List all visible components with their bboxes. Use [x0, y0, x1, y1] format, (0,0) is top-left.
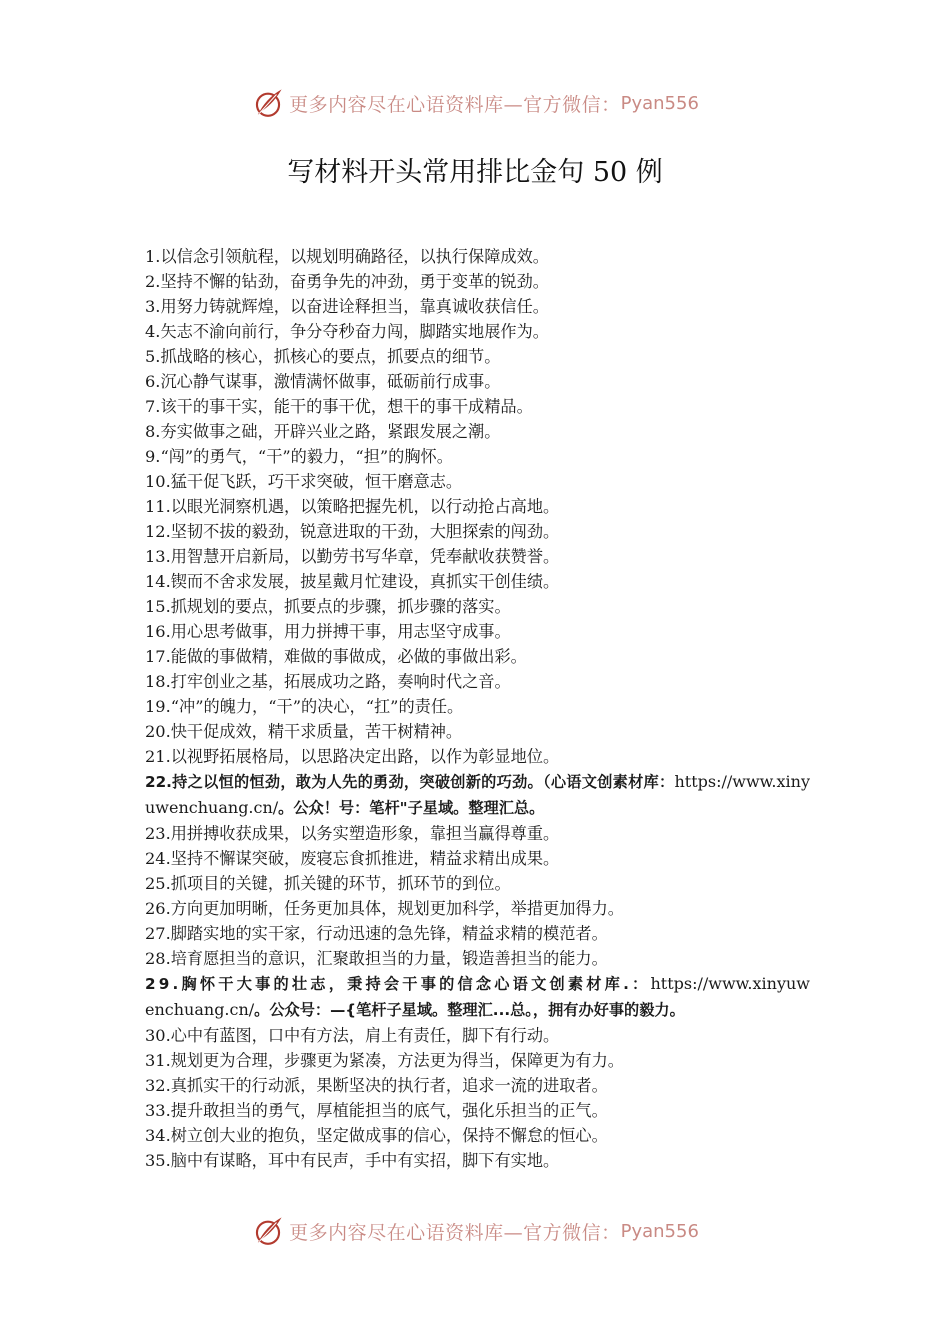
- list-item: 11.以眼光洞察机遇，以策略把握先机，以行动抢占高地。: [145, 497, 560, 516]
- list-item: 19.“冲”的魄力，“干”的决心，“扛”的责任。: [145, 697, 464, 716]
- list-item: 4.矢志不渝向前行，争分夺秒奋力闯，脚踏实地展作为。: [145, 322, 549, 341]
- banner-text: 更多内容尽在心语资料库—官方微信：: [289, 1221, 621, 1244]
- list-item: 14.锲而不舍求发展，披星戴月忙建设，真抓实干创佳绩。: [145, 572, 560, 591]
- list-item-watermarked: [145, 769, 810, 821]
- feather-pen-logo-icon: [251, 1214, 285, 1248]
- list-item: 13.用智慧开启新局，以勤劳书写华章，凭奉献收获赞誉。: [145, 547, 560, 566]
- list-item: 18.打牢创业之基，拓展成功之路，奏响时代之音。: [145, 672, 511, 691]
- list-item: 15.抓规划的要点，抓要点的步骤，抓步骤的落实。: [145, 597, 511, 616]
- list-item: 25.抓项目的关键，抓关键的环节，抓环节的到位。: [145, 874, 511, 893]
- banner-wechat-id: Pyan556: [620, 92, 699, 114]
- list-item: 12.坚韧不拔的毅劲，锐意进取的干劲，大胆探索的闯劲。: [145, 522, 560, 541]
- source-link[interactable]: https://www.xinyuwenchuang.cn/: [145, 974, 810, 1019]
- list-item-watermarked: [145, 971, 810, 1023]
- source-link[interactable]: https://www.xinyuwenchuang.cn/: [145, 772, 810, 817]
- list-item: 27.脚踏实地的实干家，行动迅速的急先锋，精益求精的模范者。: [145, 924, 608, 943]
- list-item: 34.树立创大业的抱负，坚定做成事的信心，保持不懈怠的恒心。: [145, 1126, 608, 1145]
- list-item: 6.沉心静气谋事，激情满怀做事，砥砺前行成事。: [145, 372, 501, 391]
- list-item: 9.“闯”的勇气，“干”的毅力，“担”的胸怀。: [145, 447, 453, 466]
- list-item: 16.用心思考做事，用力拼搏干事，用志坚守成事。: [145, 622, 511, 641]
- list-item: 26.方向更加明晰，任务更加具体，规划更加科学，举措更加得力。: [145, 899, 624, 918]
- list-item: 2.坚持不懈的钻劲，奋勇争先的冲劲，勇于变革的锐劲。: [145, 272, 549, 291]
- phrase-list: [145, 244, 810, 1173]
- list-item: 28.培育愿担当的意识，汇聚敢担当的力量，锻造善担当的能力。: [145, 949, 608, 968]
- list-item: 35.脑中有谋略，耳中有民声，手中有实招，脚下有实地。: [145, 1151, 560, 1170]
- item-tail: 。公众！号：笔杆"子星域。整理汇总。: [278, 799, 545, 817]
- header-banner: [0, 83, 950, 123]
- list-item: 7.该干的事干实，能干的事干优，想干的事干成精品。: [145, 397, 533, 416]
- banner-text: 更多内容尽在心语资料库—官方微信：: [289, 93, 621, 116]
- list-item: 21.以视野拓展格局，以思路决定出路，以作为彰显地位。: [145, 747, 560, 766]
- list-item: 33.提升敢担当的勇气，厚植能担当的底气，强化乐担当的正气。: [145, 1101, 608, 1120]
- list-item: 20.快干促成效，精干求质量，苦干树精神。: [145, 722, 463, 741]
- list-item: 3.用努力铸就辉煌，以奋进诠释担当，靠真诚收获信任。: [145, 297, 549, 316]
- list-item: 30.心中有蓝图，口中有方法，肩上有责任，脚下有行动。: [145, 1026, 560, 1045]
- list-item: 23.用拼搏收获成果，以务实塑造形象，靠担当赢得尊重。: [145, 824, 560, 843]
- feather-pen-logo-icon: [251, 86, 285, 120]
- item-text: 22.持之以恒的恒劲，敢为人先的勇劲，突破创新的巧劲。（心语文创素材库：: [145, 773, 675, 791]
- list-item: 17.能做的事做精，难做的事做成，必做的事做出彩。: [145, 647, 527, 666]
- list-item: 5.抓战略的核心，抓核心的要点，抓要点的细节。: [145, 347, 501, 366]
- page-title: 写材料开头常用排比金句 50 例: [287, 157, 663, 188]
- list-item: 32.真抓实干的行动派，果断坚决的执行者，追求一流的进取者。: [145, 1076, 608, 1095]
- list-item: 31.规划更为合理，步骤更为紧凑，方法更为得当，保障更为有力。: [145, 1051, 624, 1070]
- list-item: 24.坚持不懈谋突破，废寝忘食抓推进，精益求精出成果。: [145, 849, 560, 868]
- item-tail: 。公众号：—{笔杆子星域。整理汇...总。，拥有办好事的毅力。: [254, 1001, 685, 1019]
- list-item: 8.夯实做事之础，开辟兴业之路，紧跟发展之潮。: [145, 422, 501, 441]
- footer-banner: [0, 1211, 950, 1251]
- banner-wechat-id: Pyan556: [620, 1220, 699, 1242]
- item-text: 29.胸怀干大事的壮志，秉持会干事的信念心语文创素材库.：: [145, 975, 651, 993]
- list-item: 10.猛干促飞跃，巧干求突破，恒干磨意志。: [145, 472, 463, 491]
- list-item: 1.以信念引领航程，以规划明确路径，以执行保障成效。: [145, 247, 549, 266]
